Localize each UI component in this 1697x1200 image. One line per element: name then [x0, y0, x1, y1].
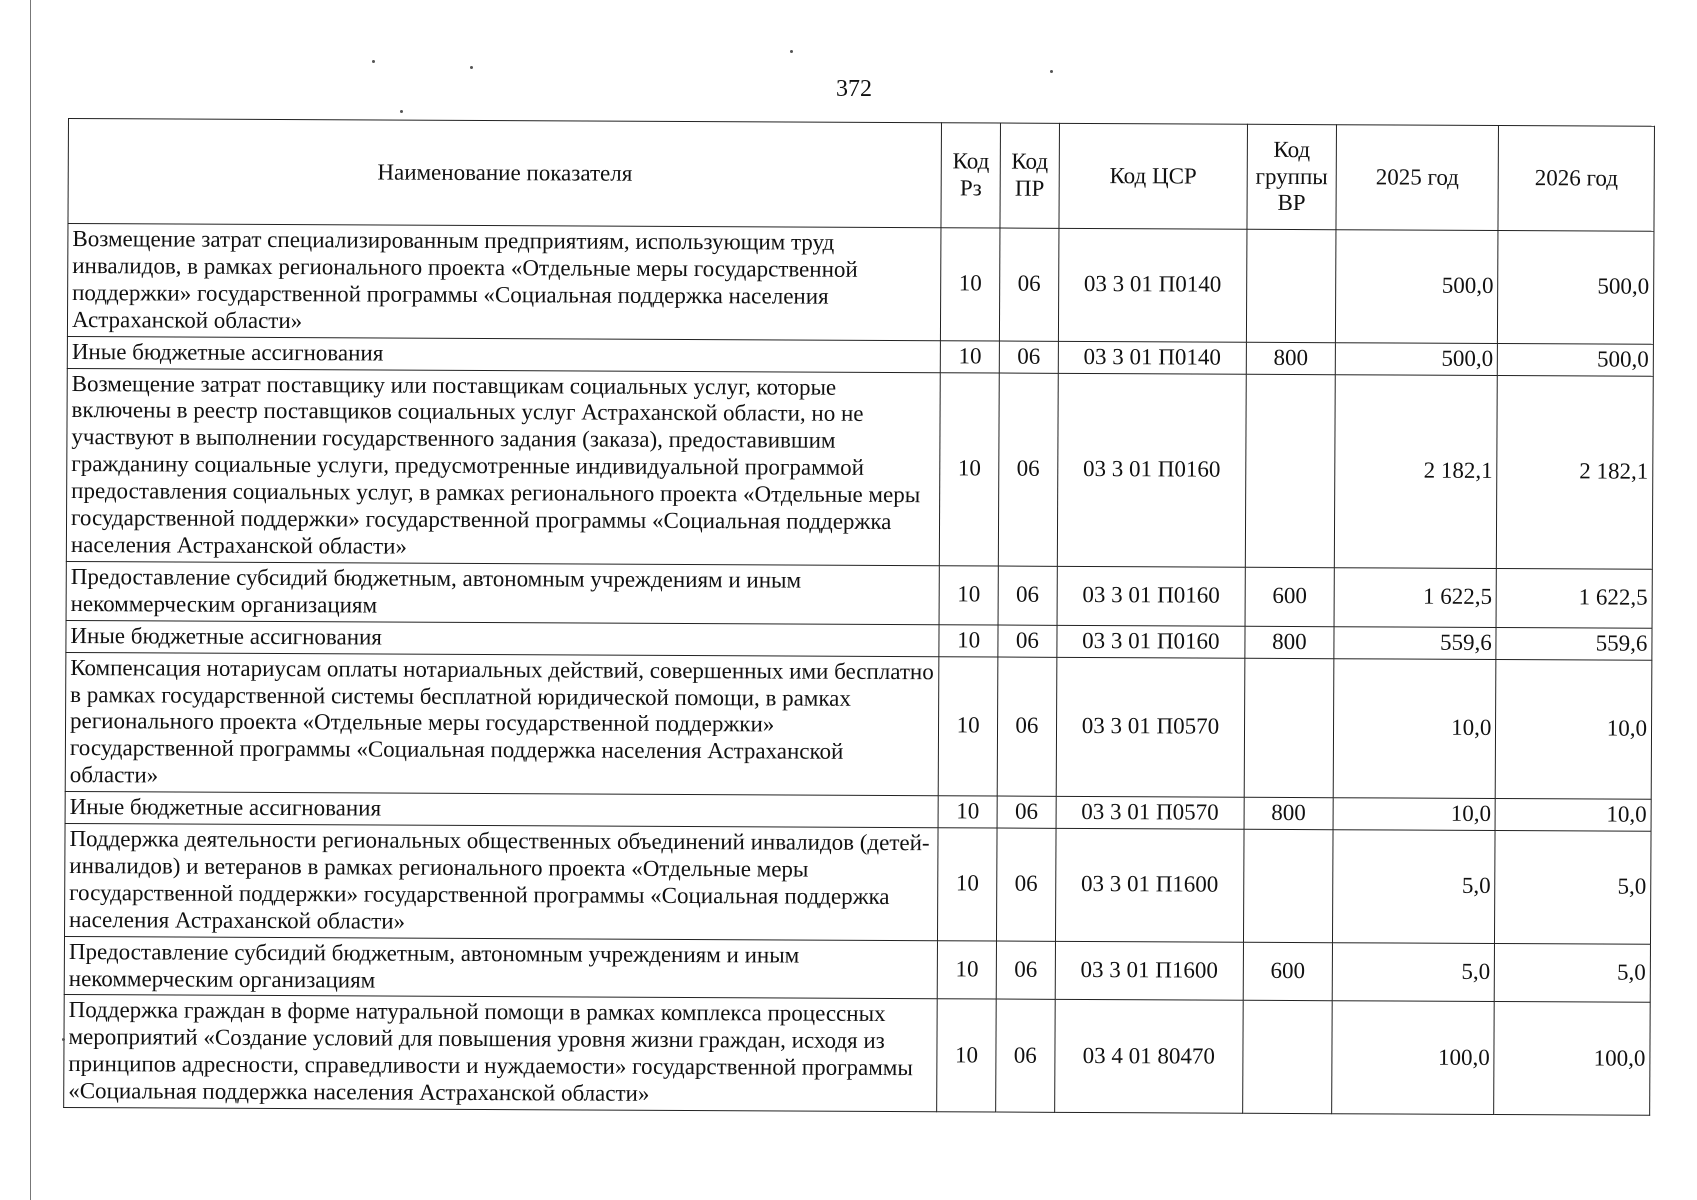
row-name: Иные бюджетные ассигнования	[65, 792, 938, 828]
row-pr: 06	[996, 941, 1055, 1000]
row-pr: 06	[996, 1000, 1055, 1113]
row-2025: 10,0	[1333, 798, 1496, 831]
row-pr: 06	[998, 625, 1057, 657]
row-2025: 2 182,1	[1334, 374, 1497, 568]
table-row	[64, 936, 1650, 1003]
row-2025: 559,6	[1334, 626, 1497, 659]
row-name: Предоставление субсидий бюджетным, автономным учреждениям и иным некоммерческим организациям	[64, 936, 938, 999]
header-vr: Код группы ВР	[1247, 124, 1336, 229]
row-2025: 5,0	[1332, 942, 1495, 1002]
row-rz: 10	[940, 372, 1000, 566]
row-vr: 800	[1246, 342, 1335, 374]
budget-table	[63, 118, 1655, 1116]
row-rz: 10	[937, 999, 996, 1112]
table-header-row	[68, 119, 1654, 232]
scan-speck	[790, 50, 793, 53]
scan-margin-line	[30, 0, 31, 1200]
row-csr: 03 3 01 П0570	[1056, 657, 1245, 797]
table-row	[64, 995, 1651, 1115]
row-name: Предоставление субсидий бюджетным, автономным учреждениям и иным некоммерческим организациям	[66, 561, 940, 624]
row-rz: 10	[937, 940, 996, 999]
row-2026: 500,0	[1498, 343, 1654, 376]
row-pr: 06	[997, 657, 1056, 797]
row-2025: 100,0	[1332, 1001, 1495, 1114]
row-2026: 100,0	[1494, 1002, 1650, 1115]
row-name: Поддержка деятельности региональных общественных объединений инвалидов (детей-инвалидов) и ветеранов в рамках регионального проекта «Отдельные меры государственной поддержки» государственной программы «Социальная поддержка населения Астраханской области»	[65, 824, 939, 941]
row-2025: 500,0	[1335, 342, 1498, 375]
row-vr: 600	[1243, 942, 1332, 1001]
header-rz: Код Рз	[941, 123, 1000, 228]
page-number: 372	[836, 76, 872, 102]
table-row	[67, 224, 1654, 344]
header-pr: Код ПР	[1000, 123, 1059, 228]
row-name: Иные бюджетные ассигнования	[67, 336, 940, 372]
row-2025: 5,0	[1332, 830, 1495, 943]
row-name: Возмещение затрат поставщику или поставщикам социальных услуг, которые включены в реестр поставщиков социальных услуг Астраханской области, но не участвуют в выполнении государственного задания (заказа), предоставившим гражданину социальные услуги, предусмотренные индивидуальной программой предоставления социальных услуг, в рамках регионального проекта «Отдельные меры государственной поддержки» государственной программы «Социальная поддержка населения Астраханской области»	[66, 368, 940, 566]
row-2026: 500,0	[1498, 230, 1654, 343]
row-rz: 10	[941, 340, 1000, 372]
row-2026: 559,6	[1496, 627, 1652, 660]
row-name: Иные бюджетные ассигнования	[66, 620, 939, 656]
header-2026: 2026 год	[1498, 125, 1654, 231]
row-2026: 10,0	[1495, 799, 1651, 832]
scan-speck	[470, 66, 473, 69]
row-vr: 800	[1244, 797, 1333, 829]
row-pr: 06	[998, 373, 1058, 567]
row-pr: 06	[999, 228, 1058, 341]
row-pr: 06	[998, 566, 1057, 625]
row-2026: 10,0	[1496, 659, 1652, 799]
row-vr	[1243, 1001, 1332, 1114]
table-row	[66, 368, 1653, 569]
row-pr: 06	[997, 828, 1056, 941]
row-name: Возмещение затрат специализированным предприятиям, использующим труд инвалидов, в рамках регионального проекта «Отдельные меры государственной поддержки» государственной программы «Социальная поддержка населения Астраханской области»	[67, 224, 941, 341]
row-rz: 10	[939, 624, 998, 656]
row-rz: 10	[941, 228, 1000, 341]
row-2025: 10,0	[1333, 658, 1496, 798]
row-pr: 06	[999, 341, 1058, 373]
row-vr	[1244, 829, 1333, 942]
row-csr: 03 3 01 П0140	[1058, 228, 1247, 342]
row-2026: 5,0	[1495, 943, 1651, 1003]
row-csr: 03 3 01 П0140	[1058, 341, 1246, 374]
row-rz: 10	[938, 656, 997, 796]
row-vr	[1245, 374, 1335, 568]
row-2025: 500,0	[1335, 230, 1498, 343]
row-csr: 03 3 01 П1600	[1055, 828, 1244, 942]
row-csr: 03 3 01 П0160	[1057, 373, 1246, 567]
row-2026: 5,0	[1495, 831, 1651, 944]
scan-speck	[400, 110, 403, 113]
row-rz: 10	[938, 796, 997, 828]
row-csr: 03 3 01 П0570	[1056, 796, 1244, 829]
table-row	[66, 561, 1652, 628]
row-name: Компенсация нотариусам оплаты нотариальных действий, совершенных ими бесплатно в рамках государственной системы бесплатной юридической помощи, в рамках регионального проекта «Отдельные меры государственной поддержки» государственной программы «Социальная поддержка населения Астраханской области»	[65, 652, 939, 796]
row-2025: 1 622,5	[1334, 568, 1497, 628]
scan-speck	[372, 60, 375, 63]
scan-speck	[1050, 70, 1053, 73]
row-csr: 03 4 01 80470	[1054, 1000, 1243, 1114]
row-rz: 10	[938, 828, 997, 941]
row-csr: 03 3 01 П0160	[1057, 625, 1245, 658]
table-row	[65, 652, 1652, 799]
row-vr: 800	[1245, 626, 1334, 658]
row-pr: 06	[997, 796, 1056, 828]
row-csr: 03 3 01 П0160	[1057, 566, 1246, 626]
header-2025: 2025 год	[1336, 125, 1499, 231]
row-name: Поддержка граждан в форме натуральной помощи в рамках комплекса процессных мероприятий «Создание условий для повышения уровня жизни граждан, исходя из принципов адресности, справедливости и нуждаемости» государственной программы «Социальная поддержка населения Астраханской области»	[64, 995, 938, 1112]
row-vr	[1244, 658, 1334, 798]
row-vr	[1246, 229, 1335, 342]
row-2026: 2 182,1	[1497, 375, 1654, 569]
row-vr: 600	[1245, 567, 1334, 626]
row-rz: 10	[939, 566, 998, 625]
header-csr: Код ЦСР	[1059, 123, 1248, 229]
row-2026: 1 622,5	[1496, 568, 1652, 628]
table-row	[65, 824, 1652, 944]
row-csr: 03 3 01 П1600	[1055, 941, 1244, 1001]
scan-speck	[62, 1038, 65, 1041]
header-name: Наименование показателя	[68, 119, 942, 228]
